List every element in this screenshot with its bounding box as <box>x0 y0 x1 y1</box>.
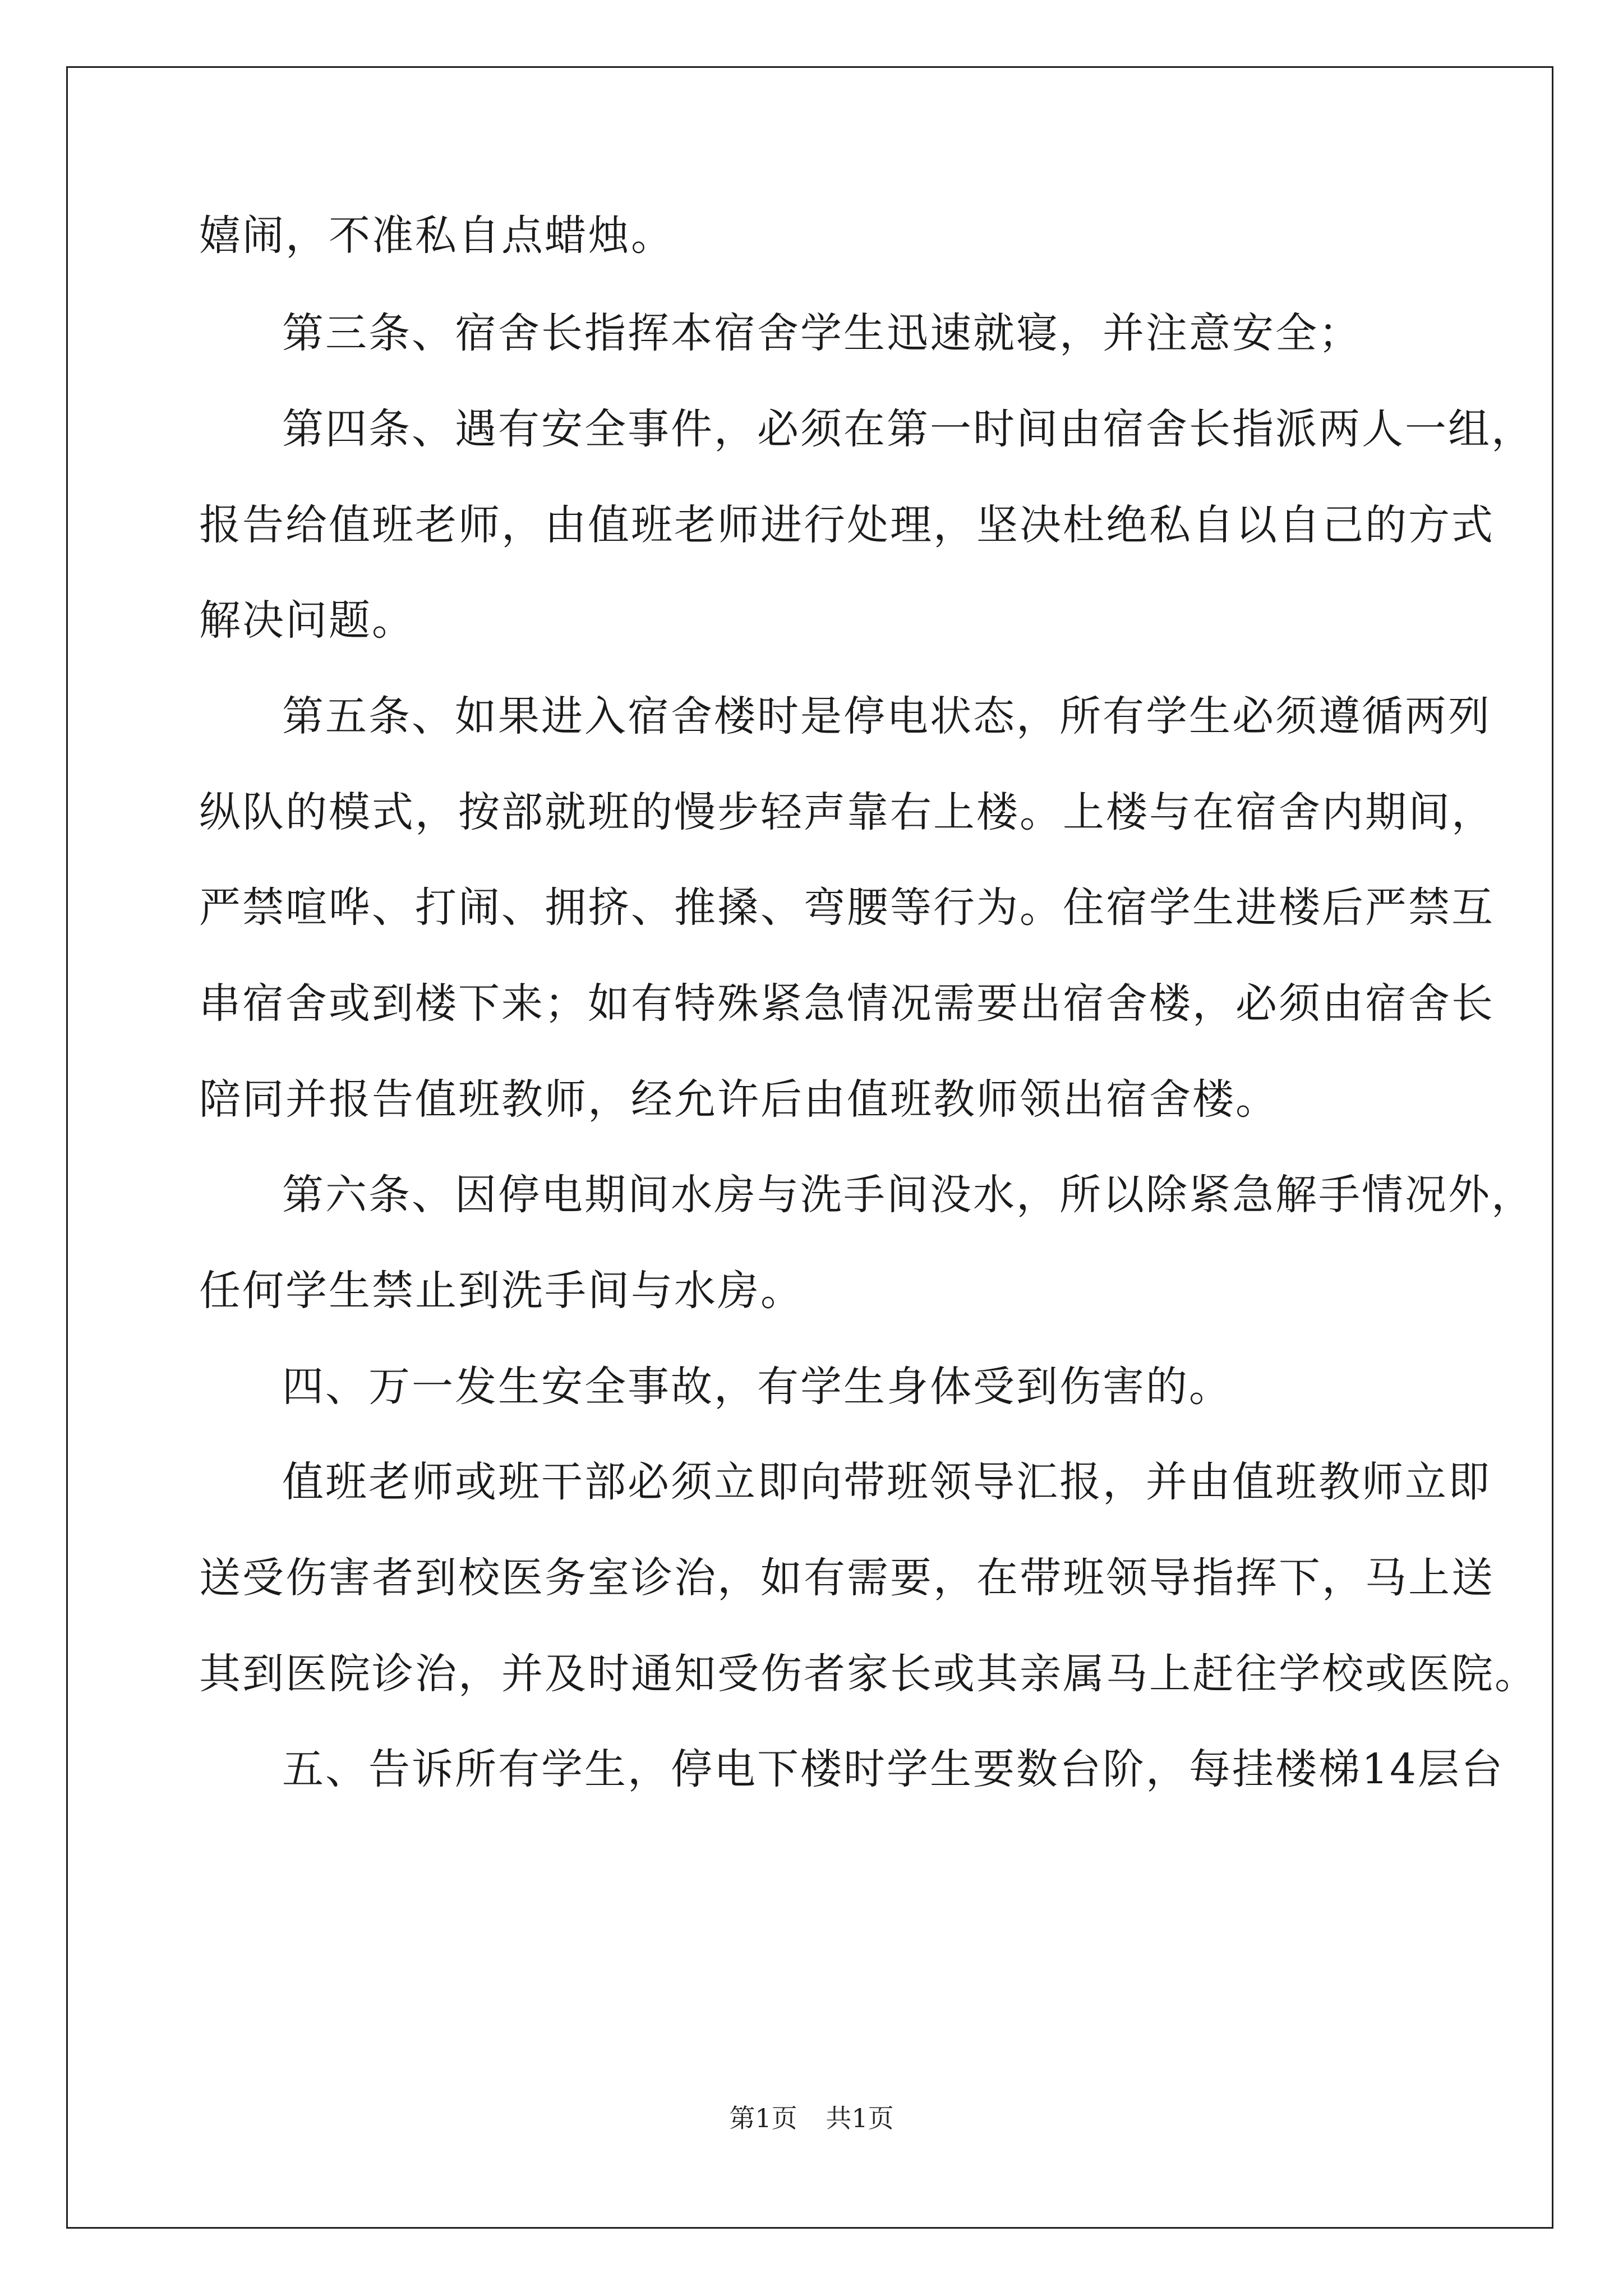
text-line: 嬉闹，不准私自点蜡烛。 <box>199 211 674 260</box>
text-line: 第三条、宿舍长指挥本宿舍学生迅速就寝，并注意安全； <box>282 309 1362 357</box>
text-line: 四、万一发生安全事故，有学生身体受到伤害的。 <box>282 1363 1232 1411</box>
page-border <box>66 66 1553 2229</box>
text-line: 严禁喧哗、打闹、拥挤、推搡、弯腰等行为。住宿学生进楼后严禁互 <box>199 884 1495 932</box>
text-line: 其到医院诊治，并及时通知受伤者家长或其亲属马上赶往学校或医院。 <box>199 1650 1538 1698</box>
text-line: 串宿舍或到楼下来；如有特殊紧急情况需要出宿舍楼，必须由宿舍长 <box>199 979 1495 1028</box>
text-line: 陪同并报告值班教师，经允许后由值班教师领出宿舍楼。 <box>199 1075 1279 1124</box>
text-line: 解决问题。 <box>199 596 415 645</box>
text-line: 第四条、遇有安全事件，必须在第一时间由宿舍长指派两人一组， <box>282 405 1534 453</box>
page-footer <box>0 2098 1623 2135</box>
text-line: 任何学生禁止到洗手间与水房。 <box>199 1267 804 1315</box>
page-number-total: 共1页 <box>826 2103 894 2133</box>
page-number-current: 第1页 <box>729 2103 797 2133</box>
text-line: 报告给值班老师，由值班老师进行处理，坚决杜绝私自以自己的方式 <box>199 501 1495 549</box>
text-line: 送受伤害者到校医务室诊治，如有需要，在带班领导指挥下，马上送 <box>199 1554 1495 1602</box>
text-line: 第六条、因停电期间水房与洗手间没水，所以除紧急解手情况外， <box>282 1171 1534 1219</box>
text-line: 纵队的模式，按部就班的慢步轻声靠右上楼。上楼与在宿舍内期间， <box>199 788 1495 836</box>
text-line: 第五条、如果进入宿舍楼时是停电状态，所有学生必须遵循两列 <box>282 692 1491 740</box>
text-line: 五、告诉所有学生，停电下楼时学生要数台阶，每挂楼梯14层台 <box>282 1745 1505 1793</box>
text-line: 值班老师或班干部必须立即向带班领导汇报，并由值班教师立即 <box>282 1458 1491 1506</box>
